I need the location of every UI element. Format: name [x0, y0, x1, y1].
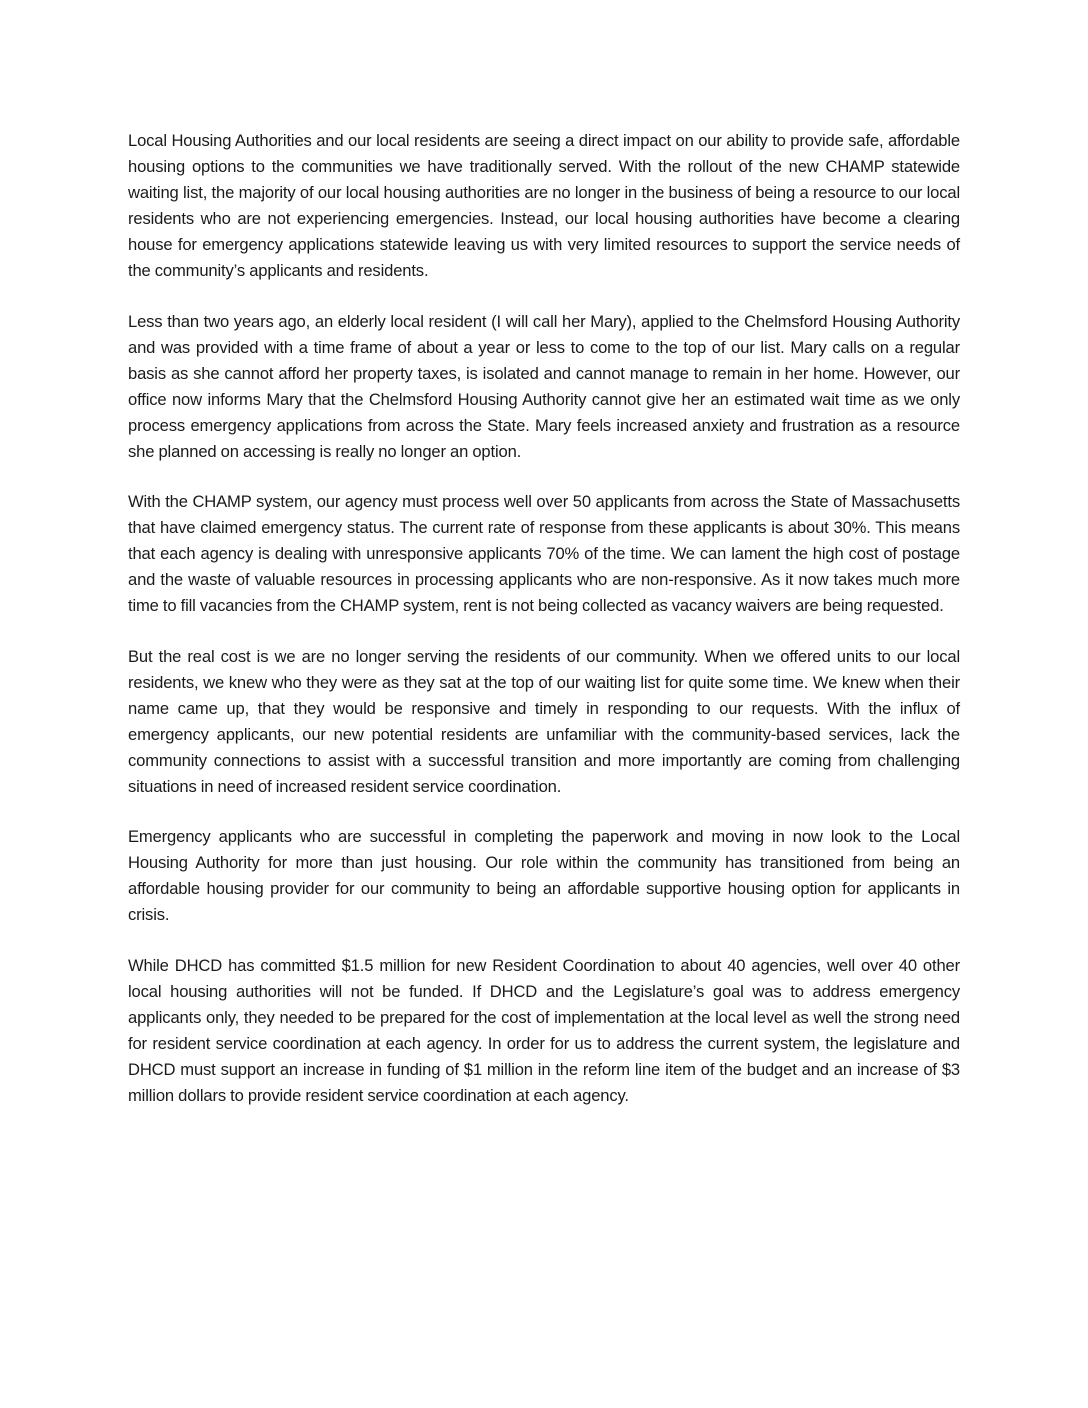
paragraph-1: Local Housing Authorities and our local residents are seeing a direct impact on our ability to provide safe, affordable housing options to the communities we have traditionally served. With the rollout of the new CHAMP statewide waiting list, the majority of our local housing authorities are no longer in the business of being a resource to our local residents who are not experiencing emergencies. Instead, our local housing authorities have become a clearing house for emergency applications statewide leaving us with very limited resources to support the service needs of the community’s applicants and residents. [128, 131, 960, 280]
paragraph-6: While DHCD has committed $1.5 million for new Resident Coordination to about 40 agencies, well over 40 other local housing authorities will not be funded. If DHCD and the Legislature’s goal was to address emergency applicants only, they needed to be prepared for the cost of implementation at the local level as well the strong need for resident service coordination at each agency. In order for us to address the current system, the legislature and DHCD must support an increase in funding of $1 million in the reform line item of the budget and an increase of $3 million dollars to provide resident service coordination at each agency. [128, 955, 960, 1105]
paragraph-3: With the CHAMP system, our agency must process well over 50 applicants from across the State of Massachusetts that have claimed emergency status. The current rate of response from these applicants is about 30%. This means that each agency is dealing with unresponsive applicants 70% of the time. We can lament the high cost of postage and the waste of valuable resources in processing applicants who are non-responsive. As it now takes much more time to fill vacancies from the CHAMP system, rent is not being collected as vacancy waivers are being requested. [128, 492, 960, 615]
paragraph-2: Less than two years ago, an elderly local resident (I will call her Mary), applied to the Chelmsford Housing Authority and was provided with a time frame of about a year or less to come to the top of our list. Mary calls on a regular basis as she cannot afford her property taxes, is isolated and cannot manage to remain in her home. However, our office now informs Mary that the Chelmsford Housing Authority cannot give her an estimated wait time as we only process emergency applications from across the State. Mary feels increased anxiety and frustration as a resource she planned on accessing is really no longer an option. [128, 311, 960, 461]
document-body [128, 128, 960, 1133]
paragraph-4: But the real cost is we are no longer serving the residents of our community. When we offered units to our local residents, we knew who they were as they sat at the top of our waiting list for quite some time. We knew when their name came up, that they would be responsive and timely in responding to our requests. With the influx of emergency applicants, our new potential residents are unfamiliar with the community-based services, lack the community connections to assist with a successful transition and more importantly are coming from challenging situations in need of increased resident service coordination. [128, 646, 960, 796]
paragraph-5: Emergency applicants who are successful in completing the paperwork and moving in now look to the Local Housing Authority for more than just housing. Our role within the community has transitioned from being an affordable housing provider for our community to being an affordable supportive housing option for applicants in crisis. [128, 827, 960, 924]
